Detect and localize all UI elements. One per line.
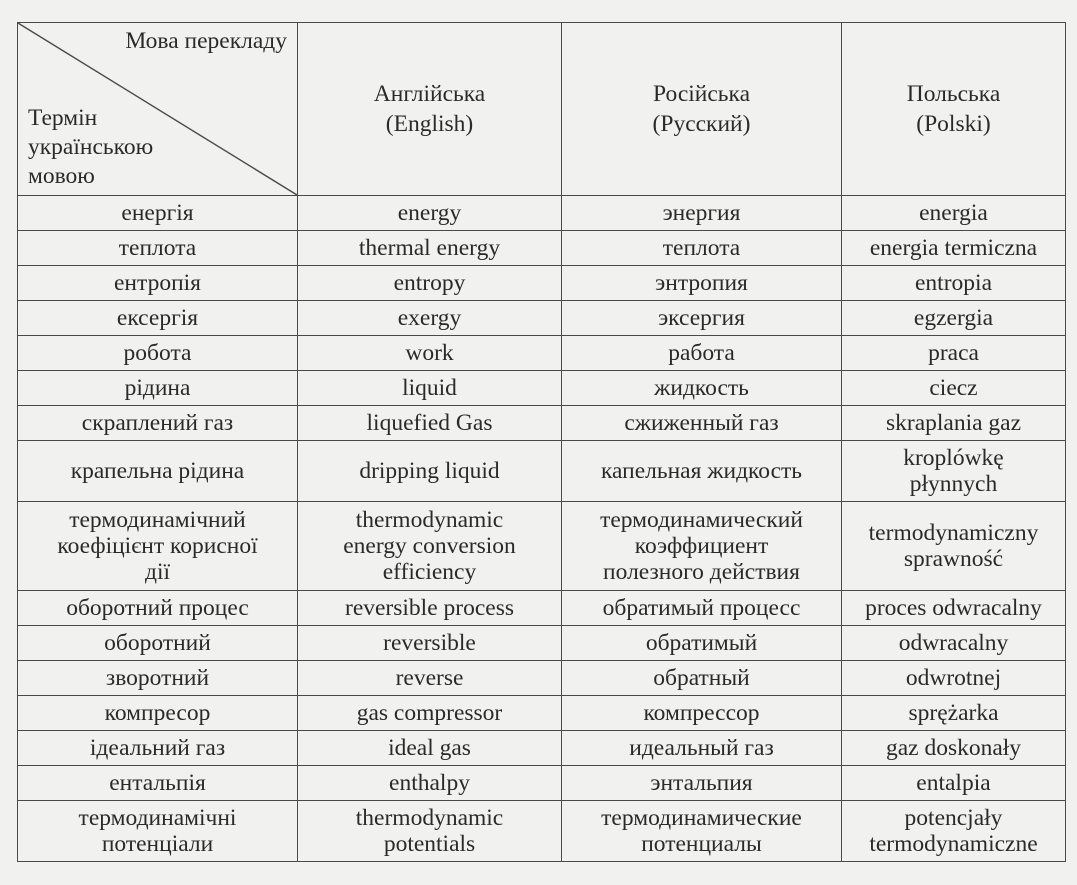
russian-term-cell [562,406,842,441]
term-text: thermodynamic [355,507,504,533]
english-term-cell [298,591,562,626]
term-text: энтропия [655,270,748,296]
polish-term-cell [842,502,1066,591]
term-text: entalpia [916,770,991,796]
term-text: ідеальний газ [89,735,226,761]
translation-language-label: Мова перекладу [125,28,287,54]
term-text: обратный [653,665,750,691]
ukrainian-term-cell [18,196,298,231]
term-text: эксергия [658,305,745,331]
term-text: компресор [104,700,211,726]
table-body [18,196,1066,862]
table-row [18,231,1066,266]
english-term-cell [298,766,562,801]
ukrainian-term-cell [18,231,298,266]
term-text: thermodynamic [355,805,504,831]
table-row [18,626,1066,661]
term-text: termodynamiczny [868,520,1039,546]
term-text: thermal energy [358,235,501,261]
term-text: енергія [121,200,194,226]
ukrainian-term-cell [18,626,298,661]
polish-term-cell [842,696,1066,731]
language-name: Російська [653,81,750,107]
term-text: odwrotnej [905,665,1002,691]
polish-term-cell [842,731,1066,766]
ukrainian-term-label: Термін українською мовою [28,105,154,189]
term-text: зворотний [105,665,210,691]
term-text: энергия [662,200,741,226]
term-text: капельная жидкость [600,458,803,484]
term-text: ентропія [114,270,201,296]
polish-term-cell [842,266,1066,301]
header-english [298,23,562,196]
term-text: жидкость [654,375,749,401]
term-text: reversible process [345,595,514,621]
term-text: ideal gas [388,735,471,761]
table-row [18,696,1066,731]
term-text: оборотний процес [66,595,249,621]
term-text: efficiency [382,559,477,585]
russian-term-cell [562,196,842,231]
ukrainian-term-cell [18,591,298,626]
russian-term-cell [562,231,842,266]
header-polish [842,23,1066,196]
term-text: energia termiczna [869,235,1038,261]
term-text: работа [668,340,735,366]
term-text: sprawność [903,546,1004,572]
term-text: сжиженный газ [624,410,779,436]
english-term-cell [298,406,562,441]
russian-term-cell [562,696,842,731]
ukrainian-term-cell [18,696,298,731]
table-row [18,196,1066,231]
table-row [18,336,1066,371]
language-native: (English) [385,111,474,137]
term-text: крапельна рідина [70,458,245,484]
ukrainian-term-cell [18,336,298,371]
english-term-cell [298,196,562,231]
russian-term-cell [562,502,842,591]
russian-term-cell [562,731,842,766]
table-row [18,502,1066,591]
term-text: reverse [395,665,464,691]
polish-term-cell [842,301,1066,336]
polish-term-cell [842,196,1066,231]
ukrainian-term-cell [18,406,298,441]
term-text: liquid [402,375,457,401]
ukrainian-term-cell [18,502,298,591]
term-text: термодинамічний [69,507,246,533]
term-text: odwracalny [898,630,1009,656]
english-term-cell [298,231,562,266]
term-text: reversible [383,630,476,656]
polish-term-cell [842,371,1066,406]
ukrainian-term-cell [18,371,298,406]
term-text: термодинамические [601,805,802,831]
polish-term-cell [842,661,1066,696]
ukrainian-term-cell [18,801,298,862]
russian-term-cell [562,266,842,301]
english-term-cell [298,441,562,502]
language-native: (Polski) [916,111,991,137]
english-term-cell [298,266,562,301]
ukrainian-term-cell [18,661,298,696]
term-text: потенциалы [641,831,762,857]
term-text: термодинамічні [78,805,237,831]
polish-term-cell [842,801,1066,862]
term-text: kroplówkę [903,445,1004,471]
term-text: work [405,340,454,366]
english-term-cell [298,801,562,862]
term-text: дії [144,559,170,585]
russian-term-cell [562,626,842,661]
term-text: egzergia [913,305,994,331]
english-term-cell [298,731,562,766]
english-term-cell [298,626,562,661]
term-text: gaz doskonały [885,735,1022,761]
term-text: термодинамический [600,507,803,533]
table-row [18,266,1066,301]
ukrainian-term-cell [18,766,298,801]
table-row [18,731,1066,766]
table-row [18,801,1066,862]
table-row [18,661,1066,696]
polish-term-cell [842,441,1066,502]
english-term-cell [298,301,562,336]
polish-term-cell [842,626,1066,661]
russian-term-cell [562,801,842,862]
term-text: exergy [397,305,462,331]
header-row [18,23,1066,196]
term-text: energia [919,200,988,226]
term-text: теплота [662,235,741,261]
term-text: entropia [915,270,992,296]
term-text: ентальпія [109,770,206,796]
term-text: полезного действия [603,559,800,585]
language-name: Англійська [373,81,486,107]
english-term-cell [298,661,562,696]
term-text: коэффициент [634,533,769,559]
ukrainian-term-cell [18,301,298,336]
polish-term-cell [842,406,1066,441]
term-text: potencjały [904,805,1003,831]
polish-term-cell [842,591,1066,626]
language-name: Польська [906,81,1001,107]
term-text: обратимый [645,630,758,656]
term-text: energy [397,200,462,226]
russian-term-cell [562,301,842,336]
term-text: оборотний [104,630,211,656]
russian-term-cell [562,371,842,406]
polish-term-cell [842,766,1066,801]
russian-term-cell [562,441,842,502]
term-text: скраплений газ [81,410,234,436]
term-text: робота [123,340,192,366]
term-text: ciecz [929,375,978,401]
english-term-cell [298,696,562,731]
term-text: потенціали [101,831,214,857]
russian-term-cell [562,766,842,801]
english-term-cell [298,336,562,371]
term-text: potentials [383,831,476,857]
term-text: gas compressor [356,700,503,726]
terminology-table [17,22,1066,862]
term-text: теплота [118,235,197,261]
term-text: обратимый процесс [602,595,801,621]
term-text: коефіцієнт корисної [57,533,258,559]
russian-term-cell [562,591,842,626]
russian-term-cell [562,336,842,371]
term-text: termodynamiczne [869,831,1038,857]
table-row [18,406,1066,441]
ukrainian-term-cell [18,731,298,766]
term-text: рідина [124,375,191,401]
table-row [18,301,1066,336]
term-text: entropy [393,270,466,296]
english-term-cell [298,502,562,591]
polish-term-cell [842,336,1066,371]
term-text: proces odwracalny [865,595,1042,621]
ukrainian-term-cell [18,441,298,502]
table-row [18,371,1066,406]
english-term-cell [298,371,562,406]
term-text: dripping liquid [359,458,500,484]
polish-term-cell [842,231,1066,266]
term-text: компрессор [643,700,760,726]
header-russian [562,23,842,196]
term-text: energy conversion [343,533,516,559]
table-row [18,766,1066,801]
ukrainian-term-cell [18,266,298,301]
term-text: идеальный газ [629,735,774,761]
term-text: энтальпия [650,770,753,796]
table-row [18,441,1066,502]
term-text: ексергія [116,305,199,331]
term-text: enthalpy [389,770,470,796]
table-row [18,591,1066,626]
diagonal-corner-cell [18,23,298,196]
russian-term-cell [562,661,842,696]
language-native: (Русский) [652,111,751,137]
term-text: praca [928,340,979,366]
term-text: skraplania gaz [885,410,1022,436]
term-text: płynnych [909,471,998,497]
term-text: sprężarka [908,700,999,726]
term-text: liquefied Gas [366,410,493,436]
